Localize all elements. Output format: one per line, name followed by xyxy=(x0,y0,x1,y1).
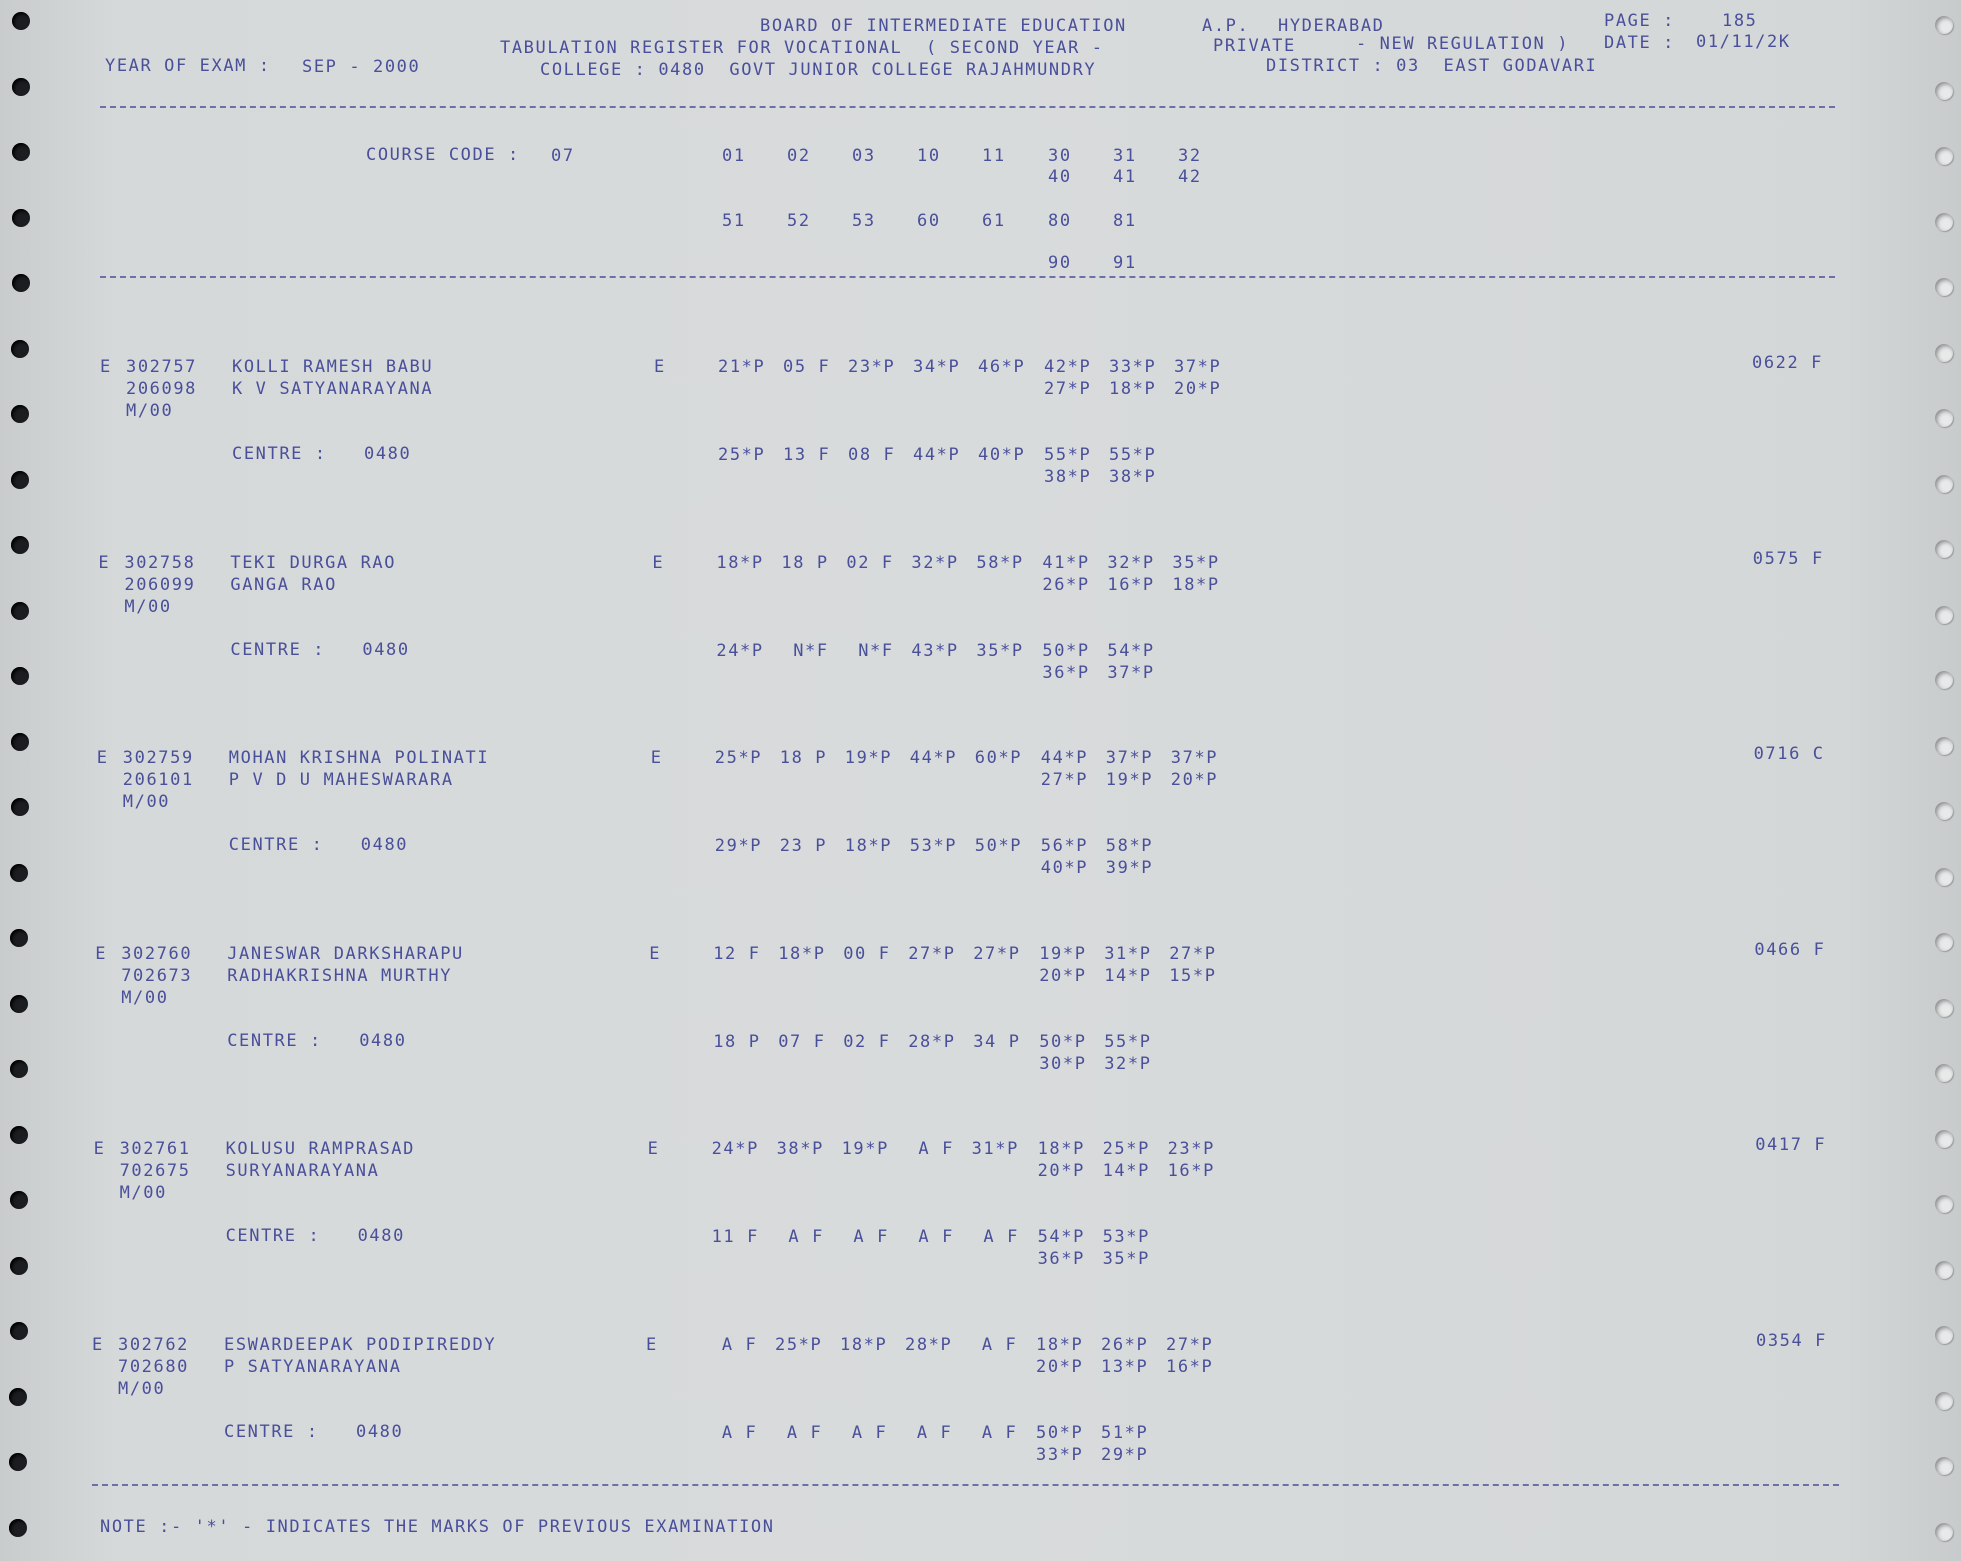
page-label: PAGE : xyxy=(1604,11,1676,31)
subject-mark: 46*P xyxy=(978,357,1026,377)
feed-hole xyxy=(1935,1261,1953,1279)
feed-hole xyxy=(1935,1392,1953,1410)
subject-mark: 00 F xyxy=(843,943,891,964)
subject-mark: 55*P xyxy=(1044,445,1092,465)
subject-mark: 33*P xyxy=(1109,357,1157,377)
medium-code: E xyxy=(646,1334,658,1355)
registration-number: 206101 xyxy=(122,770,194,790)
subject-mark: 28*P xyxy=(908,1031,956,1052)
subject-mark: 15*P xyxy=(1169,965,1217,986)
subject-mark: 23*P xyxy=(1167,1139,1215,1159)
subject-mark: 34 P xyxy=(973,1031,1021,1052)
subject-mark: 38*P xyxy=(1044,467,1092,487)
feed-hole xyxy=(1935,278,1953,296)
feed-hole xyxy=(11,798,29,816)
registration-number: 206098 xyxy=(126,379,198,399)
subject-code: 81 xyxy=(1113,211,1137,231)
centre-code: 0480 xyxy=(364,444,412,464)
centre-label: CENTRE : xyxy=(230,639,326,660)
subject-code: 11 xyxy=(982,146,1006,166)
subject-mark: A F xyxy=(970,1422,1018,1443)
district-label: DISTRICT : 03 EAST GODAVARI xyxy=(1266,56,1598,76)
subject-mark: 37*P xyxy=(1107,662,1155,683)
footnote: NOTE :- '*' - INDICATES THE MARKS OF PREVIOUS EXAMINATION xyxy=(100,1517,775,1537)
subject-mark: 02 F xyxy=(843,1031,891,1052)
feed-hole xyxy=(1935,147,1953,165)
page-number: 185 xyxy=(1722,11,1758,31)
centre-code: 0480 xyxy=(360,835,409,855)
date-label: DATE : xyxy=(1604,33,1676,53)
subject-mark: 44*P xyxy=(913,445,961,465)
feed-hole xyxy=(1935,671,1953,689)
subject-mark: 31*P xyxy=(1104,943,1152,964)
subject-mark: 08 F xyxy=(848,445,896,465)
subject-mark: 18*P xyxy=(778,943,826,964)
subject-mark: N*F xyxy=(846,640,894,661)
date-value: 01/11/2K xyxy=(1696,32,1791,52)
feed-hole xyxy=(10,1126,28,1144)
subject-mark: 26*P xyxy=(1101,1334,1149,1355)
feed-hole xyxy=(9,1519,27,1537)
centre-label: CENTRE : xyxy=(227,1030,322,1051)
subject-mark: 53*P xyxy=(909,836,958,856)
roll-number: 302758 xyxy=(124,552,196,573)
subject-mark: N*F xyxy=(781,640,829,661)
subject-mark: A F xyxy=(906,1227,954,1247)
subject-mark: 60*P xyxy=(974,748,1023,768)
subject-mark: A F xyxy=(840,1422,888,1443)
father-name: RADHAKRISHNA MURTHY xyxy=(227,965,453,986)
feed-hole xyxy=(10,1191,28,1209)
subject-mark: 27*P xyxy=(908,943,956,964)
subject-code: 41 xyxy=(1113,167,1137,187)
subject-mark: 18*P xyxy=(1172,574,1220,595)
tractor-feed-holes-right xyxy=(1921,0,1961,1561)
separator-rule xyxy=(92,1484,1839,1486)
record-prefix: E xyxy=(96,748,109,768)
subject-mark: 50*P xyxy=(1039,1031,1087,1052)
subject-mark: 35*P xyxy=(1102,1249,1150,1269)
total-result: 0354 F xyxy=(1756,1330,1828,1351)
subject-code: 10 xyxy=(917,146,941,166)
feed-hole xyxy=(1935,802,1953,820)
subject-mark: 37*P xyxy=(1174,357,1222,377)
subject-mark: A F xyxy=(971,1227,1019,1247)
feed-hole xyxy=(1935,475,1953,493)
subject-mark: 27*P xyxy=(973,943,1021,964)
medium-code: E xyxy=(647,1139,660,1159)
feed-hole xyxy=(11,602,29,620)
subject-mark: 12 F xyxy=(713,943,761,964)
feed-hole xyxy=(10,995,28,1013)
subject-mark: 58*P xyxy=(1105,836,1154,856)
subject-mark: 40*P xyxy=(1040,858,1089,878)
subject-mark: 24*P xyxy=(716,640,764,661)
subject-code: 42 xyxy=(1178,167,1202,187)
roll-number: 302761 xyxy=(119,1139,191,1159)
category-code: M/00 xyxy=(124,596,172,617)
subject-mark: 13*P xyxy=(1101,1356,1149,1377)
centre-code: 0480 xyxy=(356,1421,404,1442)
record-prefix: E xyxy=(95,943,108,964)
centre-code: 0480 xyxy=(362,639,410,660)
subject-mark: 18 P xyxy=(713,1031,761,1052)
subject-mark: 19*P xyxy=(841,1139,889,1159)
subject-mark: 35*P xyxy=(1172,552,1220,573)
record-prefix: E xyxy=(98,552,111,573)
subject-code: 90 xyxy=(1048,253,1072,273)
subject-mark: 18*P xyxy=(844,836,893,856)
student-name: KOLLI RAMESH BABU xyxy=(232,357,434,377)
subject-code: 30 xyxy=(1048,146,1072,166)
medium-code: E xyxy=(650,748,663,768)
register-title: TABULATION REGISTER FOR VOCATIONAL ( SECOND YEAR - xyxy=(500,38,1104,58)
subject-mark: 29*P xyxy=(1101,1444,1149,1465)
subject-mark: 24*P xyxy=(711,1139,759,1159)
feed-hole xyxy=(1935,868,1953,886)
subject-mark: 37*P xyxy=(1105,748,1154,768)
medium-code: E xyxy=(652,552,665,573)
subject-mark: 33*P xyxy=(1036,1444,1084,1465)
record-prefix: E xyxy=(93,1139,106,1159)
subject-mark: 21*P xyxy=(718,357,766,377)
subject-mark: 26*P xyxy=(1042,574,1090,595)
category-code: M/00 xyxy=(126,401,174,421)
feed-hole xyxy=(1935,82,1953,100)
subject-mark: 11 F xyxy=(711,1227,759,1247)
feed-hole xyxy=(1935,1195,1953,1213)
registration-number: 206099 xyxy=(124,574,196,595)
subject-mark: 02 F xyxy=(846,552,894,573)
status-label: PRIVATE xyxy=(1213,36,1296,56)
subject-code: 91 xyxy=(1113,253,1137,273)
subject-mark: A F xyxy=(776,1227,824,1247)
subject-mark: 58*P xyxy=(976,552,1024,573)
feed-hole xyxy=(1935,1326,1953,1344)
registration-number: 702673 xyxy=(121,965,193,986)
category-code: M/00 xyxy=(121,987,169,1008)
subject-mark: 25*P xyxy=(714,748,763,768)
subject-mark: 50*P xyxy=(974,836,1023,856)
subject-mark: A F xyxy=(905,1422,953,1443)
subject-mark: 18*P xyxy=(1037,1139,1085,1159)
subject-mark: A F xyxy=(841,1227,889,1247)
student-name: TEKI DURGA RAO xyxy=(230,552,397,573)
subject-code: 32 xyxy=(1178,146,1202,166)
subject-mark: 40*P xyxy=(978,445,1026,465)
college-label: COLLEGE : 0480 GOVT JUNIOR COLLEGE RAJAHMUNDRY xyxy=(540,60,1097,80)
father-name: K V SATYANARAYANA xyxy=(232,379,434,399)
state-label: A.P. xyxy=(1202,16,1250,36)
feed-hole xyxy=(12,274,30,292)
feed-hole xyxy=(12,209,30,227)
subject-mark: 27*P xyxy=(1169,943,1217,964)
subject-mark: 20*P xyxy=(1036,1356,1084,1377)
feed-hole xyxy=(12,12,30,30)
subject-mark: 18 P xyxy=(781,552,829,573)
category-code: M/00 xyxy=(122,792,171,812)
feed-hole xyxy=(1935,737,1953,755)
feed-hole xyxy=(10,1322,28,1340)
registration-number: 702675 xyxy=(119,1161,191,1181)
subject-mark: 14*P xyxy=(1102,1161,1150,1181)
subject-mark: 27*P xyxy=(1044,379,1092,399)
total-result: 0716 C xyxy=(1753,744,1825,764)
category-code: M/00 xyxy=(119,1183,167,1203)
subject-mark: 27*P xyxy=(1166,1334,1214,1355)
subject-mark: 37*P xyxy=(1170,748,1219,768)
feed-hole xyxy=(10,1257,28,1275)
subject-mark: 38*P xyxy=(1109,467,1157,487)
subject-mark: 42*P xyxy=(1044,357,1092,377)
subject-mark: 41*P xyxy=(1042,552,1090,573)
subject-mark: 18*P xyxy=(1109,379,1157,399)
subject-code: 31 xyxy=(1113,146,1137,166)
separator-rule xyxy=(100,276,1835,278)
subject-mark: 14*P xyxy=(1104,965,1152,986)
tractor-feed-holes-left xyxy=(0,0,40,1561)
centre-code: 0480 xyxy=(359,1030,407,1051)
subject-mark: 36*P xyxy=(1042,662,1090,683)
father-name: GANGA RAO xyxy=(230,574,337,595)
regulation-label: - NEW REGULATION ) xyxy=(1356,34,1570,54)
city-label: HYDERABAD xyxy=(1278,16,1385,36)
feed-hole xyxy=(1935,409,1953,427)
feed-hole xyxy=(11,405,29,423)
subject-mark: 20*P xyxy=(1039,965,1087,986)
feed-hole xyxy=(10,929,28,947)
feed-hole xyxy=(11,536,29,554)
subject-mark: 29*P xyxy=(714,836,763,856)
subject-mark: A F xyxy=(710,1422,758,1443)
subject-mark: 20*P xyxy=(1037,1161,1085,1181)
subject-mark: 39*P xyxy=(1105,858,1154,878)
feed-hole xyxy=(1935,344,1953,362)
separator-rule xyxy=(100,106,1835,108)
subject-mark: 28*P xyxy=(905,1334,953,1355)
centre-label: CENTRE : xyxy=(224,1421,319,1442)
subject-mark: 44*P xyxy=(909,748,958,768)
medium-code: E xyxy=(654,357,666,377)
registration-number: 702680 xyxy=(118,1356,190,1377)
feed-hole xyxy=(12,78,30,96)
feed-hole xyxy=(11,471,29,489)
total-result: 0575 F xyxy=(1752,548,1824,569)
course-code-label: COURSE CODE : xyxy=(366,145,520,165)
feed-hole xyxy=(9,1388,27,1406)
subject-mark: 54*P xyxy=(1107,640,1155,661)
total-result: 0622 F xyxy=(1752,353,1824,373)
subject-mark: 34*P xyxy=(913,357,961,377)
roll-number: 302760 xyxy=(121,943,193,964)
record-prefix: E xyxy=(92,1334,104,1355)
subject-mark: 19*P xyxy=(1039,943,1087,964)
feed-hole xyxy=(9,1453,27,1471)
subject-code: 01 xyxy=(722,146,746,166)
subject-mark: 50*P xyxy=(1042,640,1090,661)
subject-mark: 25*P xyxy=(718,445,766,465)
subject-mark: 07 F xyxy=(778,1031,826,1052)
subject-mark: 16*P xyxy=(1166,1356,1214,1377)
subject-mark: A F xyxy=(970,1334,1018,1355)
subject-mark: 25*P xyxy=(1102,1139,1150,1159)
student-name: ESWARDEEPAK PODIPIREDDY xyxy=(224,1334,497,1355)
subject-mark: 25*P xyxy=(775,1334,823,1355)
subject-mark: 19*P xyxy=(844,748,893,768)
student-name: KOLUSU RAMPRASAD xyxy=(225,1139,415,1159)
subject-mark: A F xyxy=(775,1422,823,1443)
subject-code: 03 xyxy=(852,146,876,166)
subject-mark: 51*P xyxy=(1101,1422,1149,1443)
centre-label: CENTRE : xyxy=(225,1226,321,1246)
feed-hole xyxy=(11,340,29,358)
subject-mark: 20*P xyxy=(1170,770,1219,790)
subject-mark: 55*P xyxy=(1109,445,1157,465)
roll-number: 302759 xyxy=(122,748,194,768)
subject-mark: 13 F xyxy=(783,445,831,465)
medium-code: E xyxy=(649,943,662,964)
feed-hole xyxy=(11,667,29,685)
roll-number: 302757 xyxy=(126,357,198,377)
subject-mark: A F xyxy=(710,1334,758,1355)
subject-mark: 36*P xyxy=(1037,1249,1085,1269)
roll-number: 302762 xyxy=(118,1334,190,1355)
feed-hole xyxy=(1935,1130,1953,1148)
subject-mark: 44*P xyxy=(1040,748,1089,768)
subject-mark: 43*P xyxy=(911,640,959,661)
subject-mark: 56*P xyxy=(1040,836,1089,856)
subject-mark: 18*P xyxy=(716,552,764,573)
total-result: 0466 F xyxy=(1754,939,1826,960)
year-value: SEP - 2000 xyxy=(302,57,421,77)
year-label: YEAR OF EXAM : xyxy=(105,56,271,76)
subject-mark: A F xyxy=(906,1139,954,1159)
feed-hole xyxy=(1935,999,1953,1017)
feed-hole xyxy=(10,864,28,882)
subject-code: 61 xyxy=(982,211,1006,231)
subject-mark: 18*P xyxy=(1036,1334,1084,1355)
subject-mark: 32*P xyxy=(1107,552,1155,573)
subject-code: 53 xyxy=(852,211,876,231)
father-name: SURYANARAYANA xyxy=(225,1161,380,1181)
subject-mark: 38*P xyxy=(776,1139,824,1159)
board-title: BOARD OF INTERMEDIATE EDUCATION xyxy=(760,16,1127,36)
subject-mark: 27*P xyxy=(1040,770,1089,790)
subject-code: 52 xyxy=(787,211,811,231)
subject-mark: 50*P xyxy=(1036,1422,1084,1443)
feed-hole xyxy=(1935,16,1953,34)
subject-code: 40 xyxy=(1048,167,1072,187)
subject-mark: 31*P xyxy=(971,1139,1019,1159)
subject-code: 60 xyxy=(917,211,941,231)
feed-hole xyxy=(12,143,30,161)
course-code-value: 07 xyxy=(551,146,575,166)
father-name: P SATYANARAYANA xyxy=(224,1356,402,1377)
subject-mark: 55*P xyxy=(1104,1031,1152,1052)
subject-mark: 19*P xyxy=(1105,770,1154,790)
student-name: JANESWAR DARKSHARAPU xyxy=(227,943,464,964)
feed-hole xyxy=(1935,213,1953,231)
feed-hole xyxy=(1935,1523,1953,1541)
feed-hole xyxy=(11,733,29,751)
father-name: P V D U MAHESWARARA xyxy=(228,770,454,790)
subject-mark: 30*P xyxy=(1039,1053,1087,1074)
subject-mark: 54*P xyxy=(1037,1227,1085,1247)
subject-code: 80 xyxy=(1048,211,1072,231)
feed-hole xyxy=(1935,1457,1953,1475)
subject-mark: 18 P xyxy=(779,748,828,768)
subject-mark: 23 P xyxy=(779,836,828,856)
feed-hole xyxy=(10,1060,28,1078)
feed-hole xyxy=(1935,606,1953,624)
subject-mark: 16*P xyxy=(1167,1161,1215,1181)
total-result: 0417 F xyxy=(1755,1135,1827,1155)
centre-code: 0480 xyxy=(357,1226,405,1246)
feed-hole xyxy=(1935,933,1953,951)
subject-mark: 23*P xyxy=(848,357,896,377)
centre-label: CENTRE : xyxy=(228,835,324,855)
subject-code: 51 xyxy=(722,211,746,231)
student-name: MOHAN KRISHNA POLINATI xyxy=(228,748,490,768)
subject-mark: 05 F xyxy=(783,357,831,377)
subject-mark: 18*P xyxy=(840,1334,888,1355)
centre-label: CENTRE : xyxy=(232,444,327,464)
subject-mark: 32*P xyxy=(1104,1053,1152,1074)
category-code: M/00 xyxy=(118,1378,166,1399)
subject-code: 02 xyxy=(787,146,811,166)
subject-mark: 16*P xyxy=(1107,574,1155,595)
subject-mark: 20*P xyxy=(1174,379,1222,399)
subject-mark: 32*P xyxy=(911,552,959,573)
subject-mark: 35*P xyxy=(976,640,1024,661)
record-prefix: E xyxy=(100,357,112,377)
feed-hole xyxy=(1935,540,1953,558)
subject-mark: 53*P xyxy=(1102,1227,1150,1247)
feed-hole xyxy=(1935,1064,1953,1082)
